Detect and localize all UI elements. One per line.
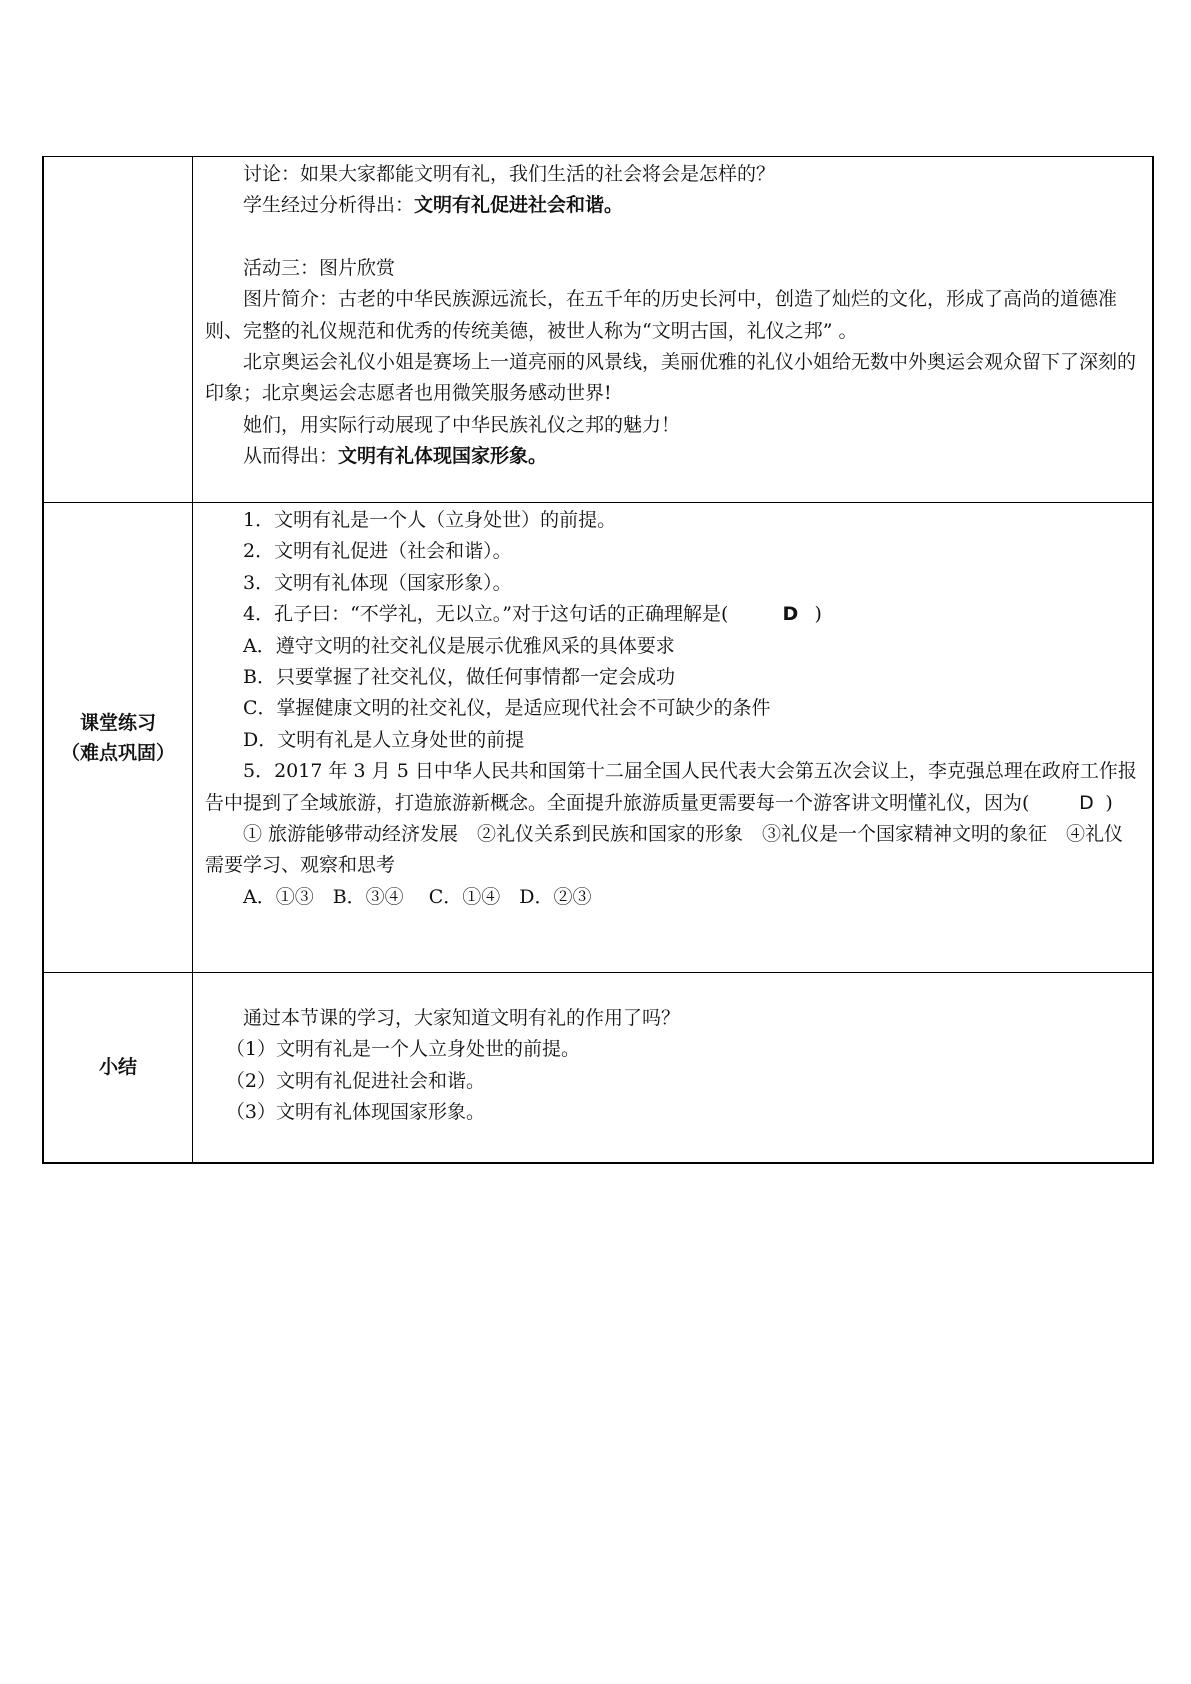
practice-content: [193, 503, 1152, 913]
option-c: C．掌握健康文明的社交礼仪，是适应现代社会不可缺少的条件: [243, 697, 771, 720]
olympics-text: 北京奥运会礼仪小姐是赛场上一道亮丽的风景线，美丽优雅的礼仪小姐给无数中外奥运会观众留下了深刻的印象；北京奥运会志愿者也用微笑服务感动世界!: [205, 351, 1137, 405]
conclusion-1: [205, 190, 1142, 221]
row-practice: [43, 503, 1153, 973]
practice-label-line1: 课堂练习: [79, 711, 156, 734]
practice-cell: [193, 503, 1154, 973]
question-2: 2．文明有礼促进（社会和谐）。: [243, 540, 512, 563]
question-4-close: ): [814, 603, 822, 626]
row-summary: [43, 973, 1153, 1163]
summary-content: [193, 973, 1152, 1129]
activity-title: 活动三：图片欣赏: [243, 256, 396, 279]
question-1: 1．文明有礼是一个人（立身处世）的前提。: [243, 509, 617, 531]
summary-question: 通过本节课的学习，大家知道文明有礼的作用了吗？: [243, 1007, 681, 1029]
lesson-table: [42, 156, 1154, 1164]
question-5-options: A．①③ B．③④ C．①④ D．②③: [243, 885, 592, 908]
option-a: A．遵守文明的社交礼仪是展示优雅风采的具体要求: [243, 634, 675, 657]
summary-point-2: （2）文明有礼促进社会和谐。: [225, 1069, 485, 1092]
practice-label: [43, 503, 193, 973]
spacer: [205, 222, 1142, 253]
question-3: 3．文明有礼体现（国家形象）。: [243, 571, 512, 594]
summary-point-3: （3）文明有礼体现国家形象。: [225, 1101, 485, 1124]
activity-cell: [193, 157, 1154, 503]
picture-intro: 图片简介：古老的中华民族源远流长，在五千年的历史长河中，创造了灿烂的文化，形成了高尚的道德准则、完整的礼仪规范和优秀的传统美德，被世人称为“文明古国，礼仪之邦” 。: [205, 288, 1118, 342]
question-4-text: 4．孔子曰：“不学礼，无以立。”对于这句话的正确理解是(: [243, 603, 729, 626]
option-d: D．文明有礼是人立身处世的前提: [243, 728, 525, 751]
row-activity: [43, 157, 1153, 503]
summary-cell: [193, 973, 1154, 1163]
option-b: B．只要掌握了社交礼仪，做任何事情都一定会成功: [243, 666, 675, 689]
practice-label-line2: （难点巩固）: [60, 741, 175, 764]
conclusion-2-prefix: 从而得出：: [243, 445, 339, 468]
row-label-empty: [43, 157, 193, 503]
summary-point-1: （1）文明有礼是一个人立身处世的前提。: [225, 1038, 580, 1061]
question-4: [205, 599, 1142, 630]
conclusion-1-bold: 文明有礼促进社会和谐。: [414, 194, 624, 217]
question-5-answer: D: [1079, 791, 1094, 814]
they-text: 她们，用实际行动展现了中华民族礼仪之邦的魅力！: [243, 413, 681, 436]
conclusion-1-prefix: 学生经过分析得出：: [243, 194, 415, 217]
discussion-text: 讨论：如果大家都能文明有礼，我们生活的社会将会是怎样的？: [243, 163, 776, 185]
activity-content: [193, 157, 1152, 473]
question-5-items: ① 旅游能够带动经济发展 ②礼仪关系到民族和国家的形象 ③礼仪是一个国家精神文明的象征 ④礼仪需要学习、观察和思考: [205, 823, 1124, 877]
summary-label: 小结: [43, 973, 193, 1163]
question-4-answer: D: [782, 603, 799, 626]
conclusion-2-bold: 文明有礼体现国家形象。: [338, 445, 548, 468]
conclusion-2: [205, 441, 1142, 472]
question-5-close: ): [1105, 791, 1113, 814]
question-5-text: 5．2017 年 3 月 5 日中华人民共和国第十二届全国人民代表大会第五次会议上，李克强总理在政府工作报告中提到了全域旅游，打造旅游新概念。全面提升旅游质量更需要每一个游客讲文明懂礼仪，因为(: [205, 760, 1137, 814]
question-5: [205, 756, 1142, 819]
